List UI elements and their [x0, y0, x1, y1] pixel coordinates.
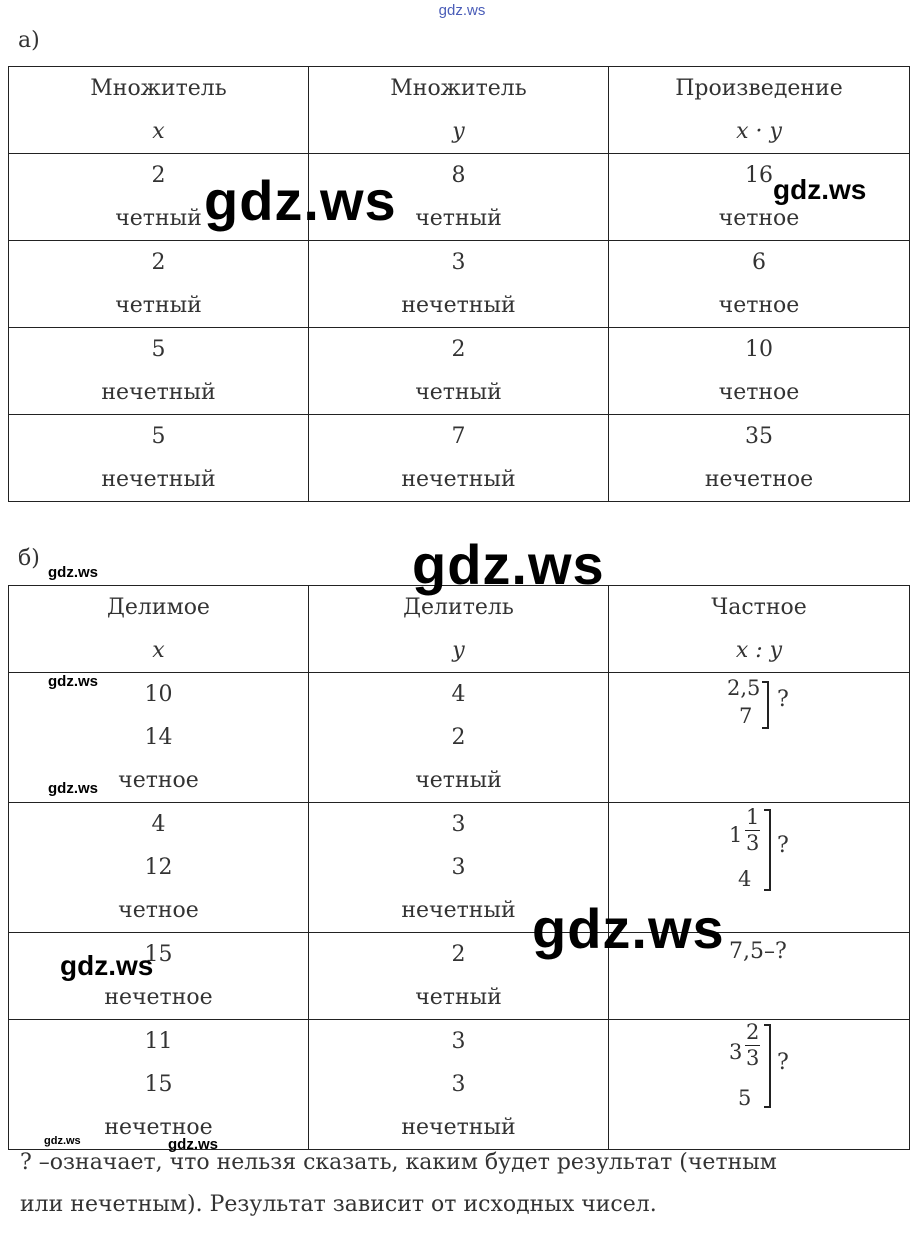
cell-value: 2	[151, 163, 166, 188]
fraction	[745, 1022, 760, 1069]
cell-parity: четное	[718, 293, 800, 318]
bracket-mark	[762, 681, 769, 729]
cell-parity: нечетный	[401, 898, 516, 923]
watermark-text: gdz.ws	[168, 1136, 219, 1153]
watermark-text: gdz.ws	[48, 673, 99, 690]
cell-parity: нечетный	[101, 380, 216, 405]
question-mark: ?	[777, 833, 789, 858]
table-cell	[309, 1020, 609, 1150]
header-cell	[309, 586, 609, 673]
watermark-text: gdz.ws	[204, 169, 397, 232]
cell-parity: нечетное	[704, 467, 814, 492]
header-title: Делимое	[107, 595, 210, 620]
table-cell	[609, 415, 910, 502]
table-cell	[309, 328, 609, 415]
table-row	[9, 673, 910, 803]
header-variable: y	[452, 638, 465, 663]
watermark-text: gdz.ws	[48, 564, 99, 581]
quotient-value: 4	[738, 867, 752, 891]
header-variable: x : y	[735, 638, 783, 663]
cell-parity: нечетный	[401, 1115, 516, 1140]
header-cell	[9, 586, 309, 673]
mixed-whole: 1	[729, 823, 743, 847]
cell-value: 2	[451, 337, 466, 362]
note-line-2: или нечетным). Результат зависит от исходных чисел.	[20, 1192, 657, 1217]
cell-parity: нечетное	[104, 985, 213, 1010]
division-table	[8, 585, 910, 1150]
watermark-text: gdz.ws	[44, 1135, 81, 1147]
cell-value: 6	[752, 250, 766, 275]
cell-parity: нечетный	[401, 293, 516, 318]
table-cell	[9, 241, 309, 328]
question-mark: ?	[777, 687, 789, 712]
header-cell	[309, 67, 609, 154]
header-title: Произведение	[675, 76, 843, 101]
bracket-mark	[764, 1024, 771, 1108]
cell-value: 14	[144, 725, 173, 750]
quotient-value: 2,5	[727, 676, 761, 700]
cell-value: 8	[451, 163, 466, 188]
quotient-cell	[609, 1020, 910, 1150]
question-mark: ?	[777, 1050, 789, 1075]
table-row	[9, 1020, 910, 1150]
table-cell	[309, 241, 609, 328]
cell-value: 11	[144, 1029, 173, 1054]
cell-parity: нечетное	[104, 1115, 213, 1140]
fraction	[745, 807, 760, 854]
table-row	[9, 328, 910, 415]
cell-parity: нечетный	[101, 467, 216, 492]
cell-parity: четный	[415, 380, 502, 405]
fraction-denominator: 3	[746, 831, 760, 855]
cell-parity: четный	[415, 985, 502, 1010]
header-title: Множитель	[390, 76, 527, 101]
fraction-numerator: 2	[746, 1020, 760, 1044]
cell-value: 16	[745, 163, 773, 188]
cell-value: 15	[144, 1072, 173, 1097]
header-cell	[9, 67, 309, 154]
cell-value: 35	[745, 424, 773, 449]
cell-parity: четный	[115, 206, 202, 231]
table-row	[9, 241, 910, 328]
table-cell	[309, 673, 609, 803]
table-row	[9, 415, 910, 502]
table-cell	[9, 328, 309, 415]
cell-parity: четное	[118, 898, 199, 923]
table-header-row	[9, 586, 910, 673]
header-cell	[609, 67, 910, 154]
cell-value: 3	[451, 855, 466, 880]
table-header-row	[9, 67, 910, 154]
watermark-text: gdz.ws	[773, 174, 867, 205]
bracket-mark	[764, 809, 771, 891]
table-cell	[609, 241, 910, 328]
cell-parity: нечетный	[401, 467, 516, 492]
fraction-numerator: 1	[746, 805, 760, 829]
cell-value: 2	[151, 250, 166, 275]
cell-parity: четный	[415, 206, 502, 231]
table-cell	[9, 1020, 309, 1150]
table-cell	[609, 328, 910, 415]
cell-value: 4	[451, 682, 466, 707]
cell-value: 5	[151, 337, 166, 362]
cell-value: 2	[451, 725, 466, 750]
cell-parity: четный	[115, 293, 202, 318]
cell-value: 7	[451, 424, 466, 449]
quotient-value: 7	[739, 704, 753, 728]
watermark-text: gdz.ws	[48, 780, 99, 797]
multiplication-table	[8, 66, 910, 502]
mixed-whole: 3	[729, 1040, 743, 1064]
cell-parity: четное	[718, 206, 800, 231]
header-title: Частное	[711, 595, 807, 620]
quotient-value: 5	[738, 1086, 752, 1110]
watermark-text: gdz.ws	[412, 533, 605, 596]
header-variable: x	[152, 119, 165, 144]
cell-value: 3	[451, 1072, 466, 1097]
table-cell	[9, 803, 309, 933]
cell-value: 12	[144, 855, 173, 880]
watermark-text: gdz.ws	[532, 897, 725, 960]
cell-value: 3	[451, 250, 466, 275]
cell-value: 15	[144, 942, 173, 967]
cell-value: 4	[151, 812, 166, 837]
cell-parity: четное	[718, 380, 800, 405]
quotient-value: 7,5–?	[729, 939, 787, 964]
cell-value: 2	[451, 942, 466, 967]
header-variable: x · y	[736, 119, 782, 144]
watermark-text: gdz.ws	[60, 950, 154, 981]
table-cell	[9, 933, 309, 1020]
cell-parity: четный	[415, 768, 502, 793]
cell-value: 3	[451, 812, 466, 837]
cell-value: 10	[144, 682, 173, 707]
cell-value: 3	[451, 1029, 466, 1054]
table-row	[9, 803, 910, 933]
cell-value: 10	[745, 337, 773, 362]
cell-parity: четное	[118, 768, 199, 793]
table-cell	[309, 415, 609, 502]
table-cell	[9, 415, 309, 502]
header-variable: y	[452, 119, 465, 144]
quotient-cell	[609, 673, 910, 803]
header-title: Делитель	[403, 595, 514, 620]
header-cell	[609, 586, 910, 673]
fraction-denominator: 3	[746, 1046, 760, 1070]
part-b-label: б)	[18, 546, 40, 571]
header-title: Множитель	[90, 76, 227, 101]
note-line-1: ? –означает, что нельзя сказать, каким будет результат (четным	[20, 1150, 777, 1175]
header-watermark: gdz.ws	[438, 2, 486, 19]
cell-value: 5	[151, 424, 166, 449]
part-a-label: а)	[18, 28, 40, 53]
header-variable: x	[152, 638, 165, 663]
